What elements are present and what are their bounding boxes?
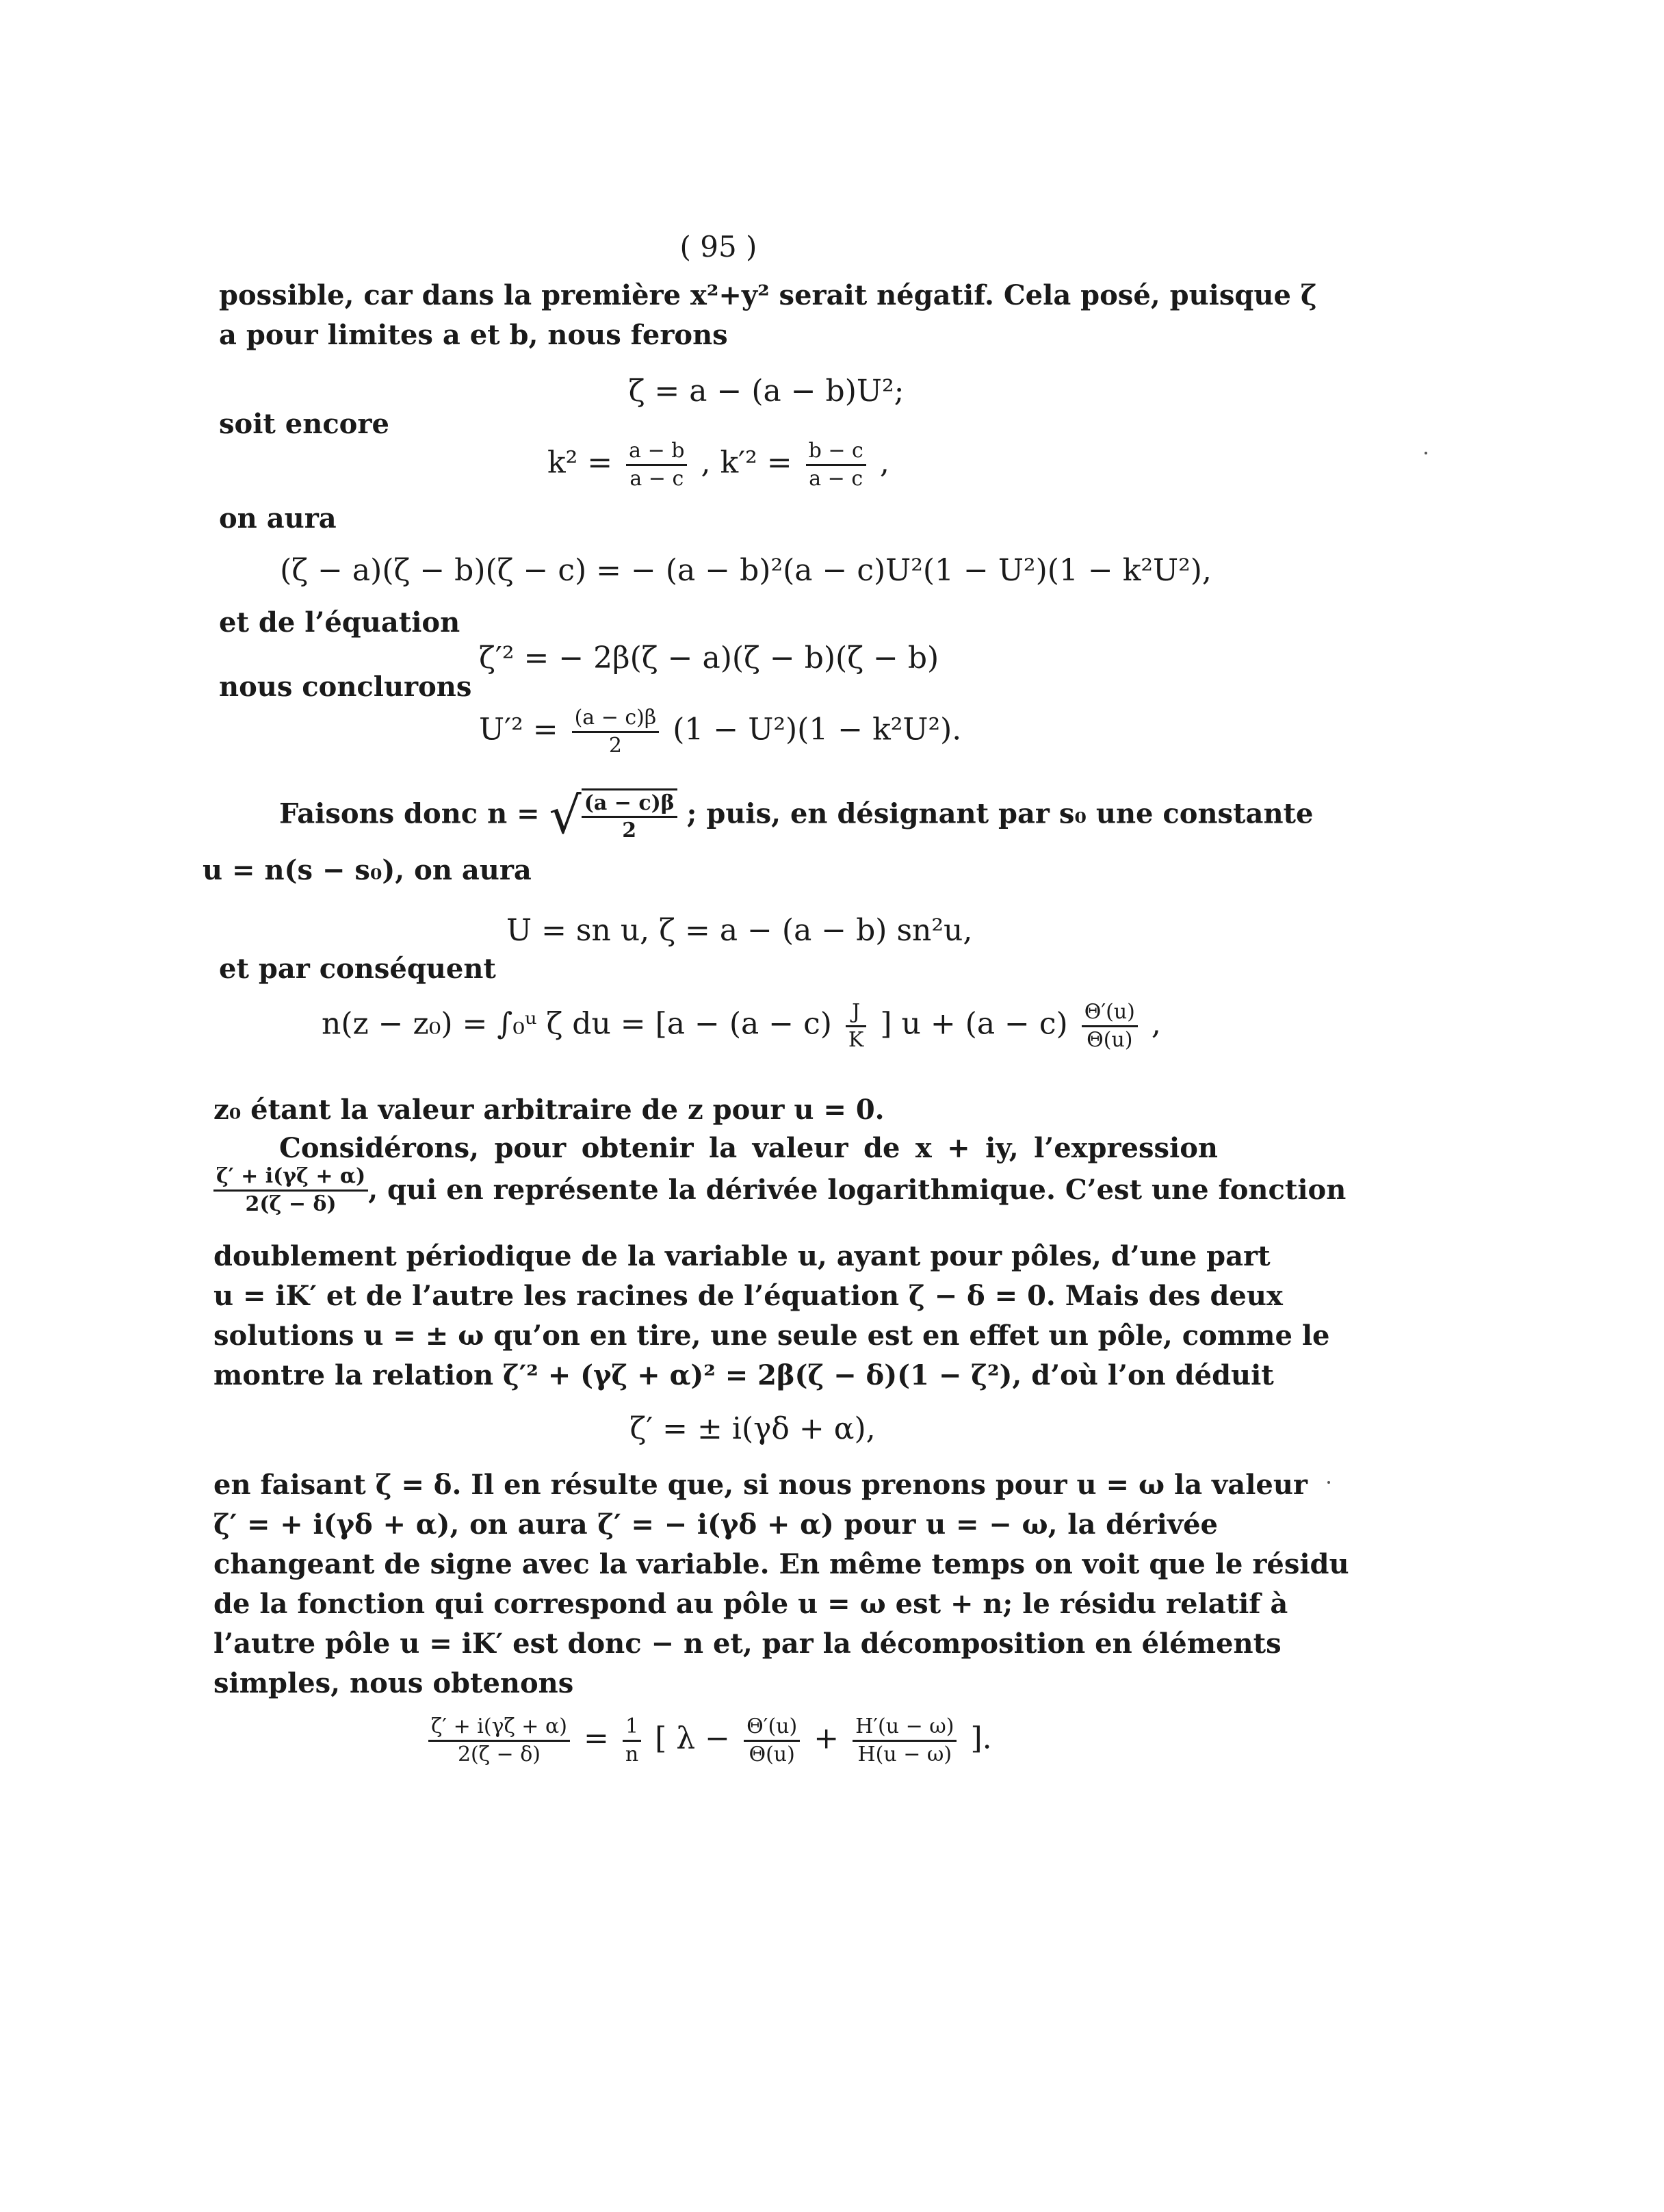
- text-line-14: u = iK′ et de l’autre les racines de l’équation ζ − δ = 0. Mais des deux: [213, 1280, 1283, 1312]
- eq2-fraction-1-num: a − b: [626, 438, 687, 466]
- eq2-kprime2: , k′² =: [701, 445, 792, 480]
- sqrt-fraction: [582, 790, 677, 844]
- radical-sign: √: [549, 786, 582, 845]
- text-line-17: en faisant ζ = δ. Il en résulte que, si nous prenons pour u = ω la valeur: [213, 1469, 1308, 1501]
- eq9-fraction-1-den: 2(ζ − δ): [457, 1742, 541, 1766]
- eq2-k2: k² =: [547, 445, 613, 480]
- text-line-8: u = n(s − s₀), on aura: [203, 854, 532, 886]
- logderiv-fraction: [213, 1163, 368, 1217]
- logderiv-fraction-num: ζ′ + i(γζ + α): [213, 1163, 368, 1192]
- eq9-fraction-2-num: 1: [623, 1714, 641, 1742]
- eq9-fraction-2-den: n: [625, 1742, 639, 1766]
- eq9-bracket-end: ].: [970, 1721, 992, 1756]
- equation-modulus: [547, 438, 889, 491]
- eq9-fraction-3-num: Θ′(u): [744, 1714, 800, 1742]
- eq9-fraction-3: [744, 1714, 800, 1767]
- eq7-middle: ] u + (a − c): [880, 1006, 1068, 1042]
- text-line-21: l’autre pôle u = iK′ est donc − n et, par la décomposition en éléments: [213, 1628, 1282, 1660]
- text-line-4: on aura: [219, 502, 337, 535]
- eq2-fraction-1-den: a − c: [629, 466, 684, 491]
- text-line-19: changeant de signe avec la variable. En même temps on voit que le résidu: [213, 1548, 1349, 1580]
- eq9-plus: +: [814, 1721, 840, 1756]
- eq9-fraction-4: [853, 1714, 957, 1767]
- text-line-15: solutions u = ± ω qu’on en tire, une seule est en effet un pôle, comme le: [213, 1320, 1330, 1352]
- line12-text: , qui en représente la dérivée logarithmique. C’est une fonction: [368, 1174, 1347, 1206]
- eq5-rhs: (1 − U²)(1 − k²U²).: [673, 712, 962, 747]
- text-line-10: z₀ étant la valeur arbitraire de z pour u = 0.: [213, 1094, 885, 1126]
- eq9-fraction-4-den: H(u − ω): [857, 1742, 952, 1766]
- text-line-5: et de l’équation: [219, 606, 460, 639]
- text-line-3: soit encore: [219, 408, 389, 440]
- equation-product: (ζ − a)(ζ − b)(ζ − c) = − (a − b)²(a − c)U²(1 − U²)(1 − k²U²),: [280, 553, 1212, 588]
- paper-speck: [1327, 1481, 1330, 1484]
- text-line-22: simples, nous obtenons: [213, 1667, 574, 1699]
- equation-derivative: ζ′² = − 2β(ζ − a)(ζ − b)(ζ − b): [479, 641, 939, 676]
- eq9-fraction-1: [428, 1714, 570, 1767]
- equation-zeta-prime: ζ′ = ± i(γδ + α),: [629, 1411, 876, 1446]
- eq9-equals: =: [583, 1721, 609, 1756]
- text-line-13: doublement périodique de la variable u, ayant pour pôles, d’une part: [213, 1240, 1271, 1272]
- eq2-fraction-2: [806, 438, 866, 491]
- eq9-fraction-3-den: Θ(u): [749, 1742, 795, 1766]
- eq7-fraction-2: [1082, 999, 1138, 1053]
- eq2-fraction-2-den: a − c: [809, 466, 863, 491]
- eq7-fraction-2-den: Θ(u): [1087, 1027, 1133, 1052]
- equation-integral: [322, 999, 1161, 1053]
- text-line-6: nous conclurons: [219, 671, 472, 703]
- eq2-fraction-1: [626, 438, 687, 491]
- text-line-16: montre la relation ζ′² + (γζ + α)² = 2β(ζ − δ)(1 − ζ²), d’où l’on déduit: [213, 1359, 1274, 1391]
- eq2-fraction-2-num: b − c: [806, 438, 866, 466]
- equation-U-prime: [479, 705, 961, 758]
- equation-zeta-definition: ζ = a − (a − b)U²;: [628, 374, 905, 409]
- eq7-fraction-1: [846, 999, 866, 1053]
- eq9-bracket-start: [ λ −: [655, 1721, 731, 1756]
- eq5-fraction: [572, 705, 660, 758]
- eq2-end: ,: [879, 445, 889, 480]
- eq7-fraction-1-den: K: [848, 1027, 864, 1052]
- sqrt-fraction-den: 2: [622, 819, 637, 843]
- eq7-end: ,: [1151, 1006, 1161, 1042]
- text-line-12: [213, 1163, 1347, 1217]
- eq7-fraction-1-num: J: [846, 999, 866, 1027]
- eq5-lhs: U′² =: [479, 712, 558, 747]
- eq7-fraction-2-num: Θ′(u): [1082, 999, 1138, 1027]
- eq9-fraction-1-num: ζ′ + i(γζ + α): [428, 1714, 570, 1742]
- sqrt-fraction-num: (a − c)β: [582, 790, 677, 819]
- equation-sn: U = sn u, ζ = a − (a − b) sn²u,: [506, 913, 973, 948]
- page-number: ( 95 ): [679, 230, 757, 263]
- text-line-1: possible, car dans la première x²+y² serait négatif. Cela posé, puisque ζ: [219, 279, 1317, 311]
- eq5-fraction-den: 2: [608, 733, 622, 758]
- line7-start: Faisons donc n =: [279, 797, 540, 830]
- text-line-2: a pour limites a et b, nous ferons: [219, 319, 728, 351]
- eq7-start: n(z − z₀) = ∫₀ᵘ ζ du = [a − (a − c): [322, 1006, 832, 1042]
- line7-end: ; puis, en désignant par s₀ une constante: [686, 797, 1314, 830]
- equation-decomposition: [424, 1714, 992, 1767]
- eq9-fraction-4-num: H′(u − ω): [853, 1714, 957, 1742]
- sqrt-expression: [549, 786, 677, 847]
- paper-speck: [1425, 452, 1427, 454]
- eq9-fraction-2: [623, 1714, 641, 1767]
- text-line-18: ζ′ = + i(γδ + α), on aura ζ′ = − i(γδ + α) pour u = − ω, la dérivée: [213, 1508, 1218, 1541]
- text-line-9: et par conséquent: [219, 953, 496, 985]
- text-line-20: de la fonction qui correspond au pôle u = ω est + n; le résidu relatif à: [213, 1588, 1288, 1620]
- eq5-fraction-num: (a − c)β: [572, 705, 660, 733]
- text-line-7: [279, 786, 1313, 847]
- text-line-11: Considérons, pour obtenir la valeur de x + iy, l’expression: [279, 1132, 1218, 1164]
- logderiv-fraction-den: 2(ζ − δ): [245, 1192, 337, 1216]
